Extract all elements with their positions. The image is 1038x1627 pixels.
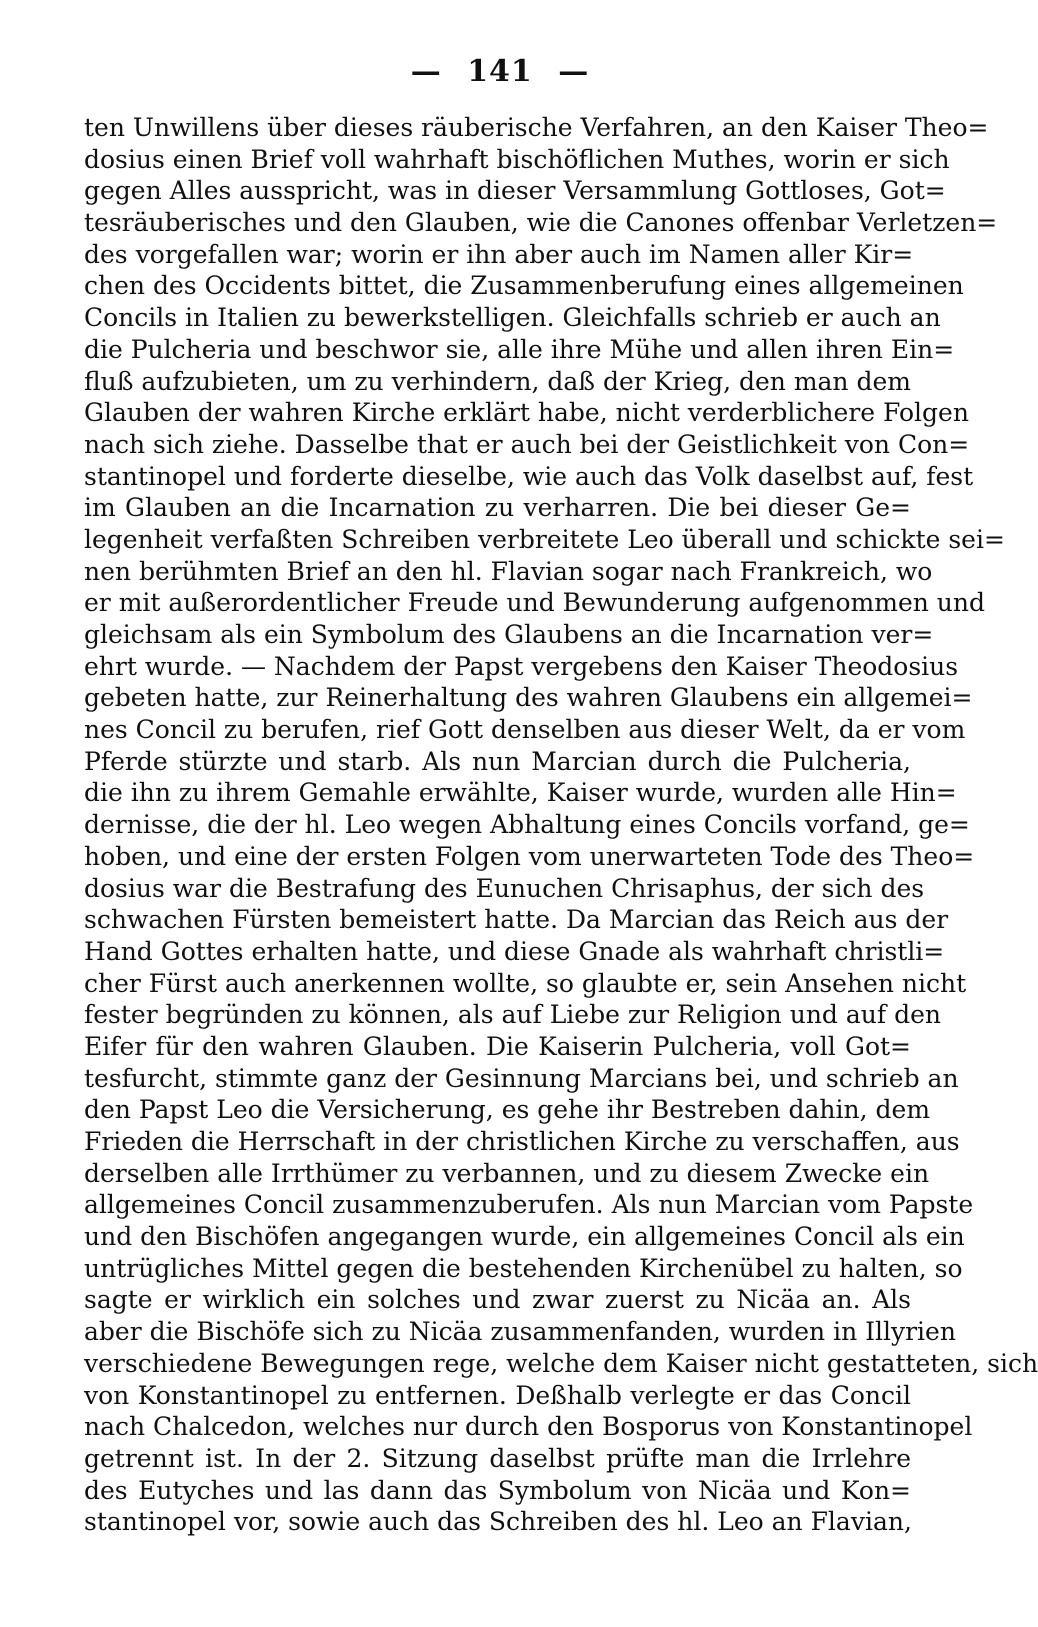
- text-line: im Glauben an die Incarnation zu verharren. Die bei dieser Ge=: [84, 493, 911, 523]
- text-line: den Papst Leo die Versicherung, es gehe ihr Bestreben dahin, dem: [84, 1095, 931, 1125]
- page-number-dash-left: —: [410, 54, 442, 89]
- text-line: hoben, und eine der ersten Folgen vom unerwarteten Tode des Theo=: [84, 841, 975, 871]
- page-number-dash-right: —: [558, 54, 590, 89]
- text-line: dernisse, die der hl. Leo wegen Abhaltung eines Concils vorfand, ge=: [84, 810, 970, 840]
- text-line: allgemeines Concil zusammenzuberufen. Als nun Marcian vom Papste: [84, 1190, 974, 1220]
- text-line: Frieden die Herrschaft in der christlichen Kirche zu verschaffen, aus: [84, 1127, 960, 1156]
- text-line: legenheit verfaßten Schreiben verbreitete Leo überall und schickte sei=: [84, 524, 1005, 554]
- text-line: tesfurcht, stimmte ganz der Gesinnung Marcians bei, und schrieb an: [84, 1063, 959, 1093]
- text-line: chen des Occidents bittet, die Zusammenberufung eines allgemeinen: [84, 271, 964, 301]
- text-line: ehrt wurde. — Nachdem der Papst vergebens den Kaiser Theodosius: [84, 651, 959, 681]
- text-line: fester begründen zu können, als auf Liebe zur Religion und auf den: [84, 1000, 941, 1030]
- text-line: nach sich ziehe. Dasselbe that er auch bei der Geistlichkeit von Con=: [84, 429, 970, 459]
- text-line: gleichsam als ein Symbolum des Glaubens an die Incarnation ver=: [84, 620, 934, 649]
- text-line: Concils in Italien zu bewerkstelligen. Gleichfalls schrieb er auch an: [84, 303, 941, 333]
- text-line: verschiedene Bewegungen rege, welche dem Kaiser nicht gestatteten, sich: [84, 1348, 1038, 1378]
- page-number-value: 141: [467, 54, 533, 89]
- text-line: tesräuberisches und den Glauben, wie die Canones offenbar Verletzen=: [84, 208, 998, 238]
- text-line: des Eutyches und las dann das Symbolum von Nicäa und Kon=: [84, 1475, 911, 1505]
- text-line: des vorgefallen war; worin er ihn aber auch im Namen aller Kir=: [84, 239, 914, 269]
- text-line: gegen Alles ausspricht, was in dieser Versammlung Gottloses, Got=: [84, 176, 946, 206]
- text-line: die Pulcheria und beschwor sie, alle ihre Mühe und allen ihren Ein=: [84, 334, 955, 364]
- text-line: stantinopel und forderte dieselbe, wie auch das Volk daselbst auf, fest: [84, 461, 974, 491]
- text-line: und den Bischöfen angegangen wurde, ein allgemeines Concil als ein: [84, 1222, 965, 1252]
- text-line: gebeten hatte, zur Reinerhaltung des wahren Glaubens ein allgemei=: [84, 683, 973, 713]
- text-line: Hand Gottes erhalten hatte, und diese Gnade als wahrhaft christli=: [84, 936, 945, 966]
- text-line: Pferde stürzte und starb. Als nun Marcian durch die Pulcheria,: [84, 746, 911, 776]
- text-line: getrennt ist. In der 2. Sitzung daselbst prüfte man die Irrlehre: [84, 1443, 911, 1473]
- text-line: dosius war die Bestrafung des Eunuchen Chrisaphus, der sich des: [84, 873, 925, 903]
- text-line: ten Unwillens über dieses räuberische Verfahren, an den Kaiser Theo=: [84, 113, 989, 142]
- text-line: stantinopel vor, sowie auch das Schreiben des hl. Leo an Flavian,: [84, 1507, 912, 1537]
- text-line: von Konstantinopel zu entfernen. Deßhalb verlegte er das Concil: [84, 1380, 911, 1410]
- text-line: nach Chalcedon, welches nur durch den Bosporus von Konstantinopel: [84, 1412, 973, 1442]
- text-line: schwachen Fürsten bemeistert hatte. Da Marcian das Reich aus der: [84, 905, 949, 935]
- text-line: er mit außerordentlicher Freude und Bewunderung aufgenommen und: [84, 588, 986, 618]
- text-line: derselben alle Irrthümer zu verbannen, und zu diesem Zwecke ein: [84, 1158, 930, 1188]
- body-text: [84, 112, 1038, 1538]
- text-line: dosius einen Brief voll wahrhaft bischöflichen Muthes, worin er sich: [84, 144, 950, 174]
- text-line: nes Concil zu berufen, rief Gott denselben aus dieser Welt, da er vom: [84, 715, 966, 745]
- text-line: aber die Bischöfe sich zu Nicäa zusammenfanden, wurden in Illyrien: [84, 1317, 956, 1347]
- text-line: untrügliches Mittel gegen die bestehenden Kirchenübel zu halten, so: [84, 1253, 963, 1283]
- text-line: Eifer für den wahren Glauben. Die Kaiserin Pulcheria, voll Got=: [84, 1031, 911, 1061]
- text-line: cher Fürst auch anerkennen wollte, so glaubte er, sein Ansehen nicht: [84, 968, 967, 998]
- page-number: [0, 52, 1000, 92]
- text-line: fluß aufzubieten, um zu verhindern, daß der Krieg, den man dem: [84, 366, 911, 396]
- text-line: die ihn zu ihrem Gemahle erwählte, Kaiser wurde, wurden alle Hin=: [84, 778, 957, 808]
- text-line: nen berühmten Brief an den hl. Flavian sogar nach Frankreich, wo: [84, 556, 933, 586]
- text-line: Glauben der wahren Kirche erklärt habe, nicht verderblichere Folgen: [84, 398, 969, 428]
- text-line: sagte er wirklich ein solches und zwar zuerst zu Nicäa an. Als: [84, 1285, 911, 1315]
